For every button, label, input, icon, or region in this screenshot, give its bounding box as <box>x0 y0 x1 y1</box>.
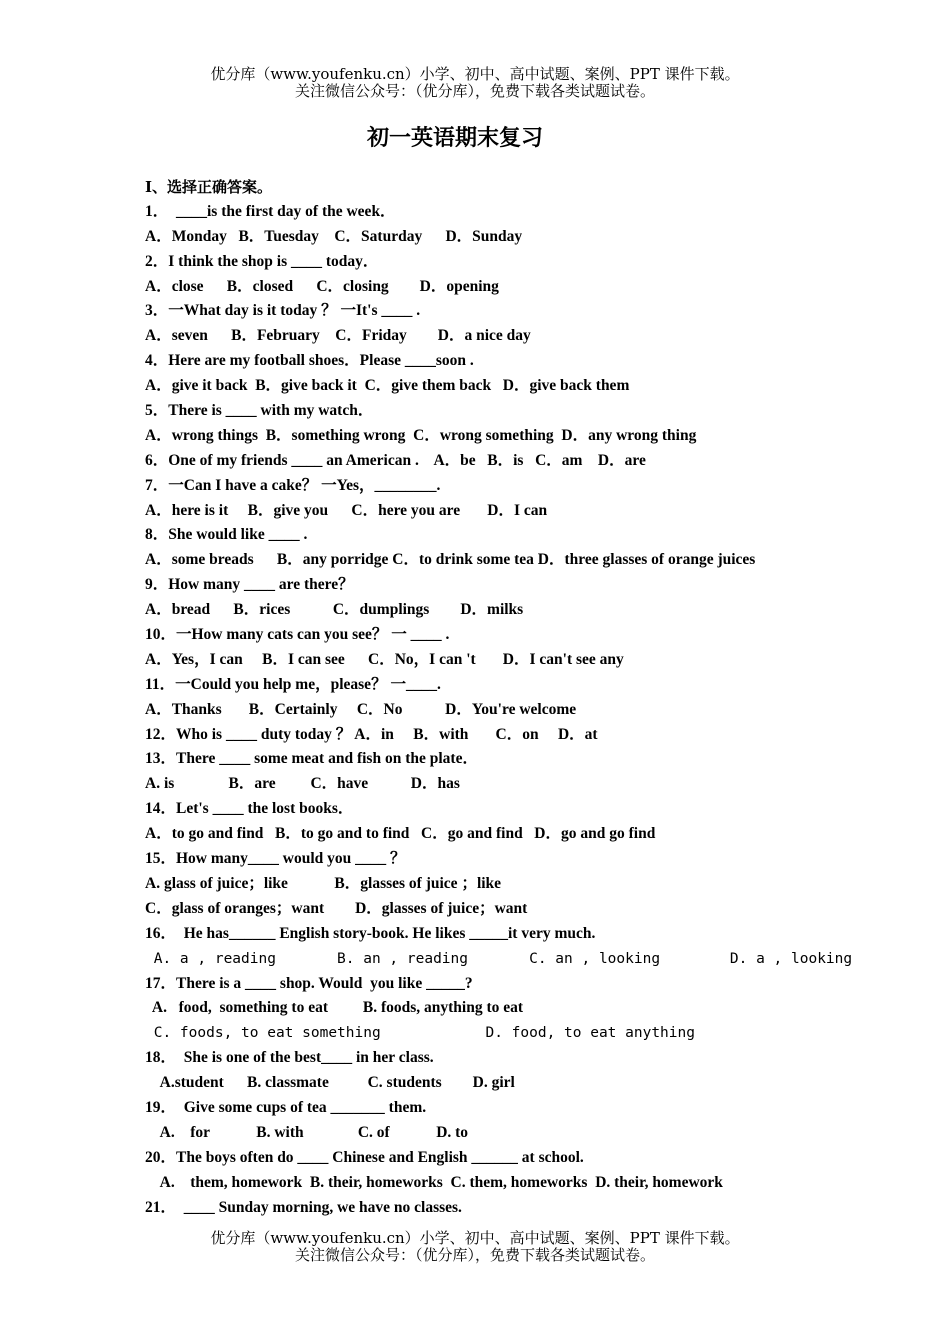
question-line: 21． ____ Sunday morning, we have no classes. <box>145 1198 462 1216</box>
question-line: A．wrong things B．something wrong C．wrong something D．any wrong thing <box>145 426 697 444</box>
question-line: A．Thanks B．Certainly C．No D．You're welcome <box>145 700 577 718</box>
question-line: A. for B. with C. of D. to <box>145 1123 469 1141</box>
question-line: 7．一Can I have a cake？ 一Yes，________. <box>145 476 441 494</box>
question-line: 6．One of my friends ____ an American . A．be B．is C．am D．are <box>145 451 646 469</box>
question-line: A．here is it B．give you C．here you are D．I can <box>145 501 548 519</box>
question-line: A．some breads B．any porridge C．to drink some tea D．three glasses of orange juices <box>145 551 756 569</box>
question-line: 16． He has______ English story-book. He likes _____it very much. <box>145 924 596 942</box>
question-line: A．Yes，I can B．I can see C．No，I can 't D．I can't see any <box>145 650 624 668</box>
question-line: 19． Give some cups of tea _______ them. <box>145 1098 427 1116</box>
question-line: 10．一How many cats can you see？ 一 ____ . <box>145 626 450 644</box>
question-line: A.student B. classmate C. students D. girl <box>145 1074 515 1092</box>
question-line: 4．Here are my football shoes．Please ____soon . <box>145 352 474 370</box>
question-line: A．close B．closed C．closing D．opening <box>145 277 499 295</box>
question-line: 3．一What day is it today ？ 一It's ____ . <box>145 302 421 320</box>
question-line: A．to go and find B．to go and to find C．go and find D．go and go find <box>145 825 656 843</box>
question-line: A．give it back B．give back it C．give them back D．give back them <box>145 377 630 395</box>
header-line-1: 优分库（www.youfenku.cn）小学、初中、高中试题、案例、PPT 课件下载。 <box>210 65 740 83</box>
question-line: 1． ____is the first day of the week． <box>145 202 396 220</box>
question-line: A. is B．are C．have D．has <box>145 775 460 793</box>
page-footer <box>0 1230 950 1264</box>
footer-line-2: 关注微信公众号：（优分库），免费下载各类试题试卷。 <box>294 1246 655 1264</box>
document-body <box>145 175 925 1220</box>
question-line: A．bread B．rices C．dumplings D．milks <box>145 601 524 619</box>
footer-line-1: 优分库（www.youfenku.cn）小学、初中、高中试题、案例、PPT 课件下载。 <box>210 1229 740 1247</box>
question-line: 8．She would like ____ . <box>145 526 308 544</box>
question-line: 17．There is a ____ shop. Would you like _____? <box>145 974 473 992</box>
question-line: 14．Let's ____ the lost books． <box>145 800 354 818</box>
question-line: C．glass of oranges；want D．glasses of juice；want <box>145 899 528 917</box>
question-line: 15．How many____ would you ____ ？ <box>145 850 406 868</box>
question-line: 13．There ____ some meat and fish on the plate． <box>145 750 478 768</box>
question-line: A．Monday B．Tuesday C．Saturday D．Sunday <box>145 227 523 245</box>
question-list <box>145 200 925 1221</box>
question-line: 18． She is one of the best____ in her class. <box>145 1049 434 1067</box>
question-line: A．seven B．February C．Friday D．a nice day <box>145 327 531 345</box>
question-line: 20．The boys often do ____ Chinese and English ______ at school. <box>145 1148 584 1166</box>
document-title: 初一英语期末复习 <box>366 125 543 151</box>
question-line: A. a , reading B. an , reading C. an , looking D. a , looking <box>145 950 853 967</box>
question-line: A. food, something to eat B. foods, anything to eat <box>145 999 524 1017</box>
page-header <box>0 66 950 100</box>
section-heading: I、选择正确答案。 <box>145 178 273 196</box>
question-line: 9．How many ____ are there？ <box>145 576 354 594</box>
question-line: 12．Who is ____ duty today ？ A．in B．with C．on D．at <box>145 725 598 743</box>
question-line: A. glass of juice；like B．glasses of juice ；like <box>145 874 502 892</box>
question-line: 2．I think the shop is ____ today． <box>145 252 379 270</box>
question-line: C. foods, to eat something D. food, to eat anything <box>145 1025 695 1042</box>
question-line: 11．一Could you help me，please？ 一____. <box>145 675 441 693</box>
header-line-2: 关注微信公众号：（优分库），免费下载各类试题试卷。 <box>294 82 655 100</box>
question-line: A. them, homework B. their, homeworks C. them, homeworks D. their, homework <box>145 1173 723 1191</box>
question-line: 5．There is ____ with my watch． <box>145 402 374 420</box>
